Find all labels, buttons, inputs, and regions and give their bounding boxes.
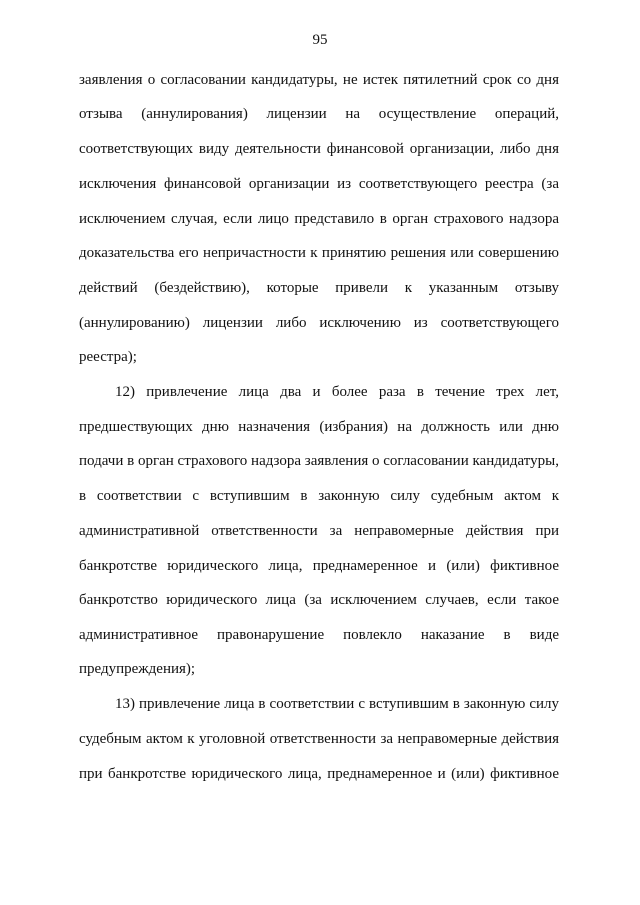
page-number: 95 — [312, 32, 328, 48]
text-line: подачи в орган страхового надзора заявления о согласовании кандидатуры, — [79, 453, 559, 469]
text-line: (аннулированию) лицензии либо исключению из соответствующего — [79, 315, 559, 331]
text-line: банкротство юридического лица (за исключением случаев, если такое — [79, 592, 559, 608]
text-line: предупреждения); — [79, 661, 196, 677]
text-line: административной ответственности за неправомерные действия при — [79, 523, 559, 539]
text-line: доказательства его непричастности к принятию решения или совершению — [79, 245, 559, 261]
text-line: в соответствии с вступившим в законную силу судебным актом к — [79, 488, 559, 504]
text-line: предшествующих дню назначения (избрания) на должность или дню — [79, 419, 559, 435]
text-line: при банкротстве юридического лица, преднамеренное и (или) фиктивное — [79, 766, 559, 782]
text-line: исключением случая, если лицо представило в орган страхового надзора — [79, 211, 559, 227]
paragraph-13-first-line: 13) привлечение лица в соответствии с вступившим в законную силу — [115, 696, 559, 712]
text-line: отзыва (аннулирования) лицензии на осуществление операций, — [79, 106, 559, 122]
text-line: реестра); — [79, 349, 137, 365]
text-line: действий (бездействию), которые привели к указанным отзыву — [79, 280, 559, 296]
text-line: судебным актом к уголовной ответственности за неправомерные действия — [79, 731, 559, 747]
text-line: соответствующих виду деятельности финансовой организации, либо дня — [79, 141, 559, 157]
text-line: административное правонарушение повлекло наказание в виде — [79, 627, 559, 643]
paragraph-12-first-line: 12) привлечение лица два и более раза в течение трех лет, — [115, 384, 559, 400]
text-line: банкротстве юридического лица, преднамеренное и (или) фиктивное — [79, 558, 559, 574]
text-line: исключения финансовой организации из соответствующего реестра (за — [79, 176, 559, 192]
text-line: заявления о согласовании кандидатуры, не истек пятилетний срок со дня — [79, 72, 559, 88]
